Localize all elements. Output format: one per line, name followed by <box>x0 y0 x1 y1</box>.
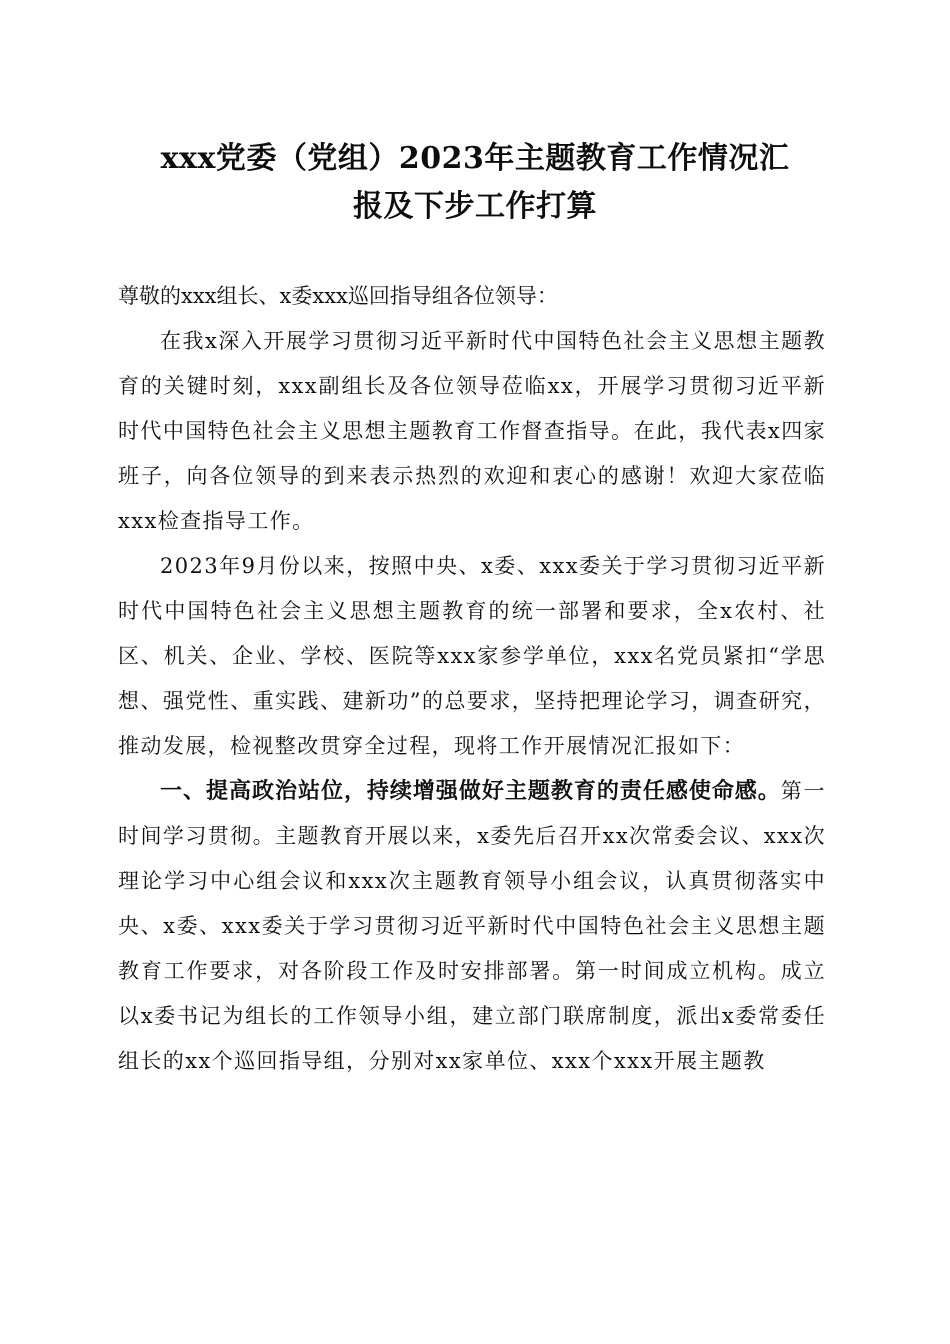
section-1-heading: 一、提高政治站位，持续增强做好主题教育的责任感使命感。 <box>160 779 781 804</box>
paragraph-overview: 2023年9月份以来，按照中央、x委、xxx委关于学习贯彻习近平新时代中国特色社会主义思想主题教育的统一部署和要求，全x农村、社区、机关、企业、学校、医院等xxx家参学单位，xxx名党员紧扣“学思想、强党性、重实践、建新功”的总要求，坚持把理论学习，调查研究，推动发展，检视整改贯穿全过程，现将工作开展情况汇报如下： <box>118 554 826 758</box>
paragraph-opening: 在我x深入开展学习贯彻习近平新时代中国特色社会主义思想主题教育的关键时刻，xxx副组长及各位领导莅临xx，开展学习贯彻习近平新时代中国特色社会主义思想主题教育工作督查指导。在此，我代表x四家班子，向各位领导的到来表示热烈的欢迎和衷心的感谢！欢迎大家莅临xxx检查指导工作。 <box>118 329 826 533</box>
title-line-2: 报及下步工作打算 <box>353 189 597 224</box>
document-body <box>118 274 826 1084</box>
salutation: 尊敬的xxx组长、x委xxx巡回指导组各位领导： <box>118 284 558 308</box>
title-line-1: xxx党委（党组）2023年主题教育工作情况汇 <box>160 141 790 176</box>
section-1-text: 第一时间学习贯彻。主题教育开展以来，x委先后召开xx次常委会议、xxx次理论学习中心组会议和xxx次主题教育领导小组会议，认真贯彻落实中央、x委、xxx委关于学习贯彻习近平新时代中国特色社会主义思想主题教育工作要求，对各阶段工作及时安排部署。第一时间成立机构。成立以x委书记为组长的工作领导小组，建立部门联席制度，派出x委常委任组长的xx个巡回指导组，分别对xx家单位、xxx个xxx开展主题教 <box>118 779 826 1073</box>
section-1-paragraph <box>118 769 826 1084</box>
document-title <box>110 135 840 231</box>
